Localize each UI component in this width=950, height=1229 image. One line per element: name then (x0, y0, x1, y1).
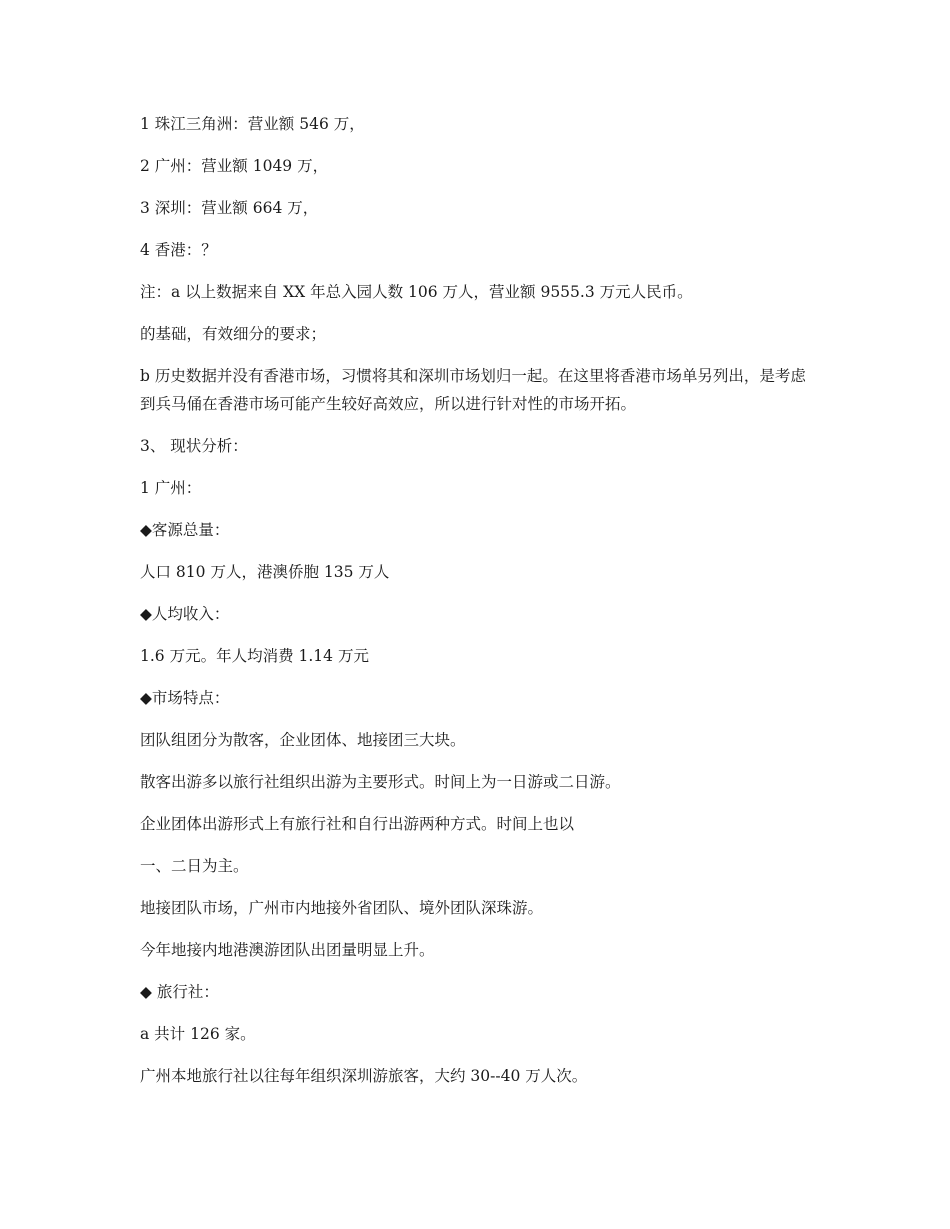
bullet-heading-travel-agencies: ◆ 旅行社： (140, 983, 219, 1001)
bullet-heading-income: ◆人均收入： (140, 605, 230, 623)
document-body (140, 110, 820, 1104)
paragraph-hongkong-revenue: 4 香港：？ (140, 241, 217, 259)
bullet-heading-source-total: ◆客源总量： (140, 521, 230, 539)
paragraph-note-basis: 的基础，有效细分的要求； (140, 325, 327, 343)
paragraph-population: 人口 810 万人，港澳侨胞 135 万人 (140, 563, 390, 581)
bullet-heading-market-features: ◆市场特点： (140, 689, 230, 707)
paragraph-note-b: b 历史数据并没有香港市场，习惯将其和深圳市场划归一起。在这里将香港市场单另列出，是考虑到兵马俑在香港市场可能产生较好高效应，所以进行针对性的市场开拓。 (140, 367, 806, 413)
paragraph-shenzhen-tour-volume: 广州本地旅行社以往每年组织深圳游旅客，大约 30--40 万人次。 (140, 1067, 588, 1085)
paragraph-shenzhen-revenue: 3 深圳：营业额 664 万， (140, 199, 319, 217)
paragraph-hk-macau-trend: 今年地接内地港澳游团队出团量明显上升。 (140, 941, 435, 959)
paragraph-note-a: 注：a 以上数据来自 XX 年总入园人数 106 万人，营业额 9555.3 万元人民币。 (140, 283, 693, 301)
paragraph-group-types: 团队组团分为散客，企业团体、地接团三大块。 (140, 731, 466, 749)
paragraph-individual-tourists: 散客出游多以旅行社组织出游为主要形式。时间上为一日游或二日游。 (140, 773, 621, 791)
paragraph-guangzhou-revenue: 2 广州：营业额 1049 万， (140, 157, 329, 175)
paragraph-zhujiang-revenue: 1 珠江三角洲：营业额 546 万， (140, 115, 365, 133)
paragraph-corporate-duration: 一、二日为主。 (140, 857, 249, 875)
section-heading-status-analysis: 3、 现状分析： (140, 437, 248, 455)
paragraph-income: 1.6 万元。年人均消费 1.14 万元 (140, 647, 369, 665)
paragraph-corporate-groups: 企业团体出游形式上有旅行社和自行出游两种方式。时间上也以 (140, 815, 575, 833)
paragraph-local-reception: 地接团队市场，广州市内地接外省团队、境外团队深珠游。 (140, 899, 544, 917)
subsection-heading-guangzhou: 1 广州： (140, 479, 202, 497)
paragraph-agency-count: a 共计 126 家。 (140, 1025, 256, 1043)
